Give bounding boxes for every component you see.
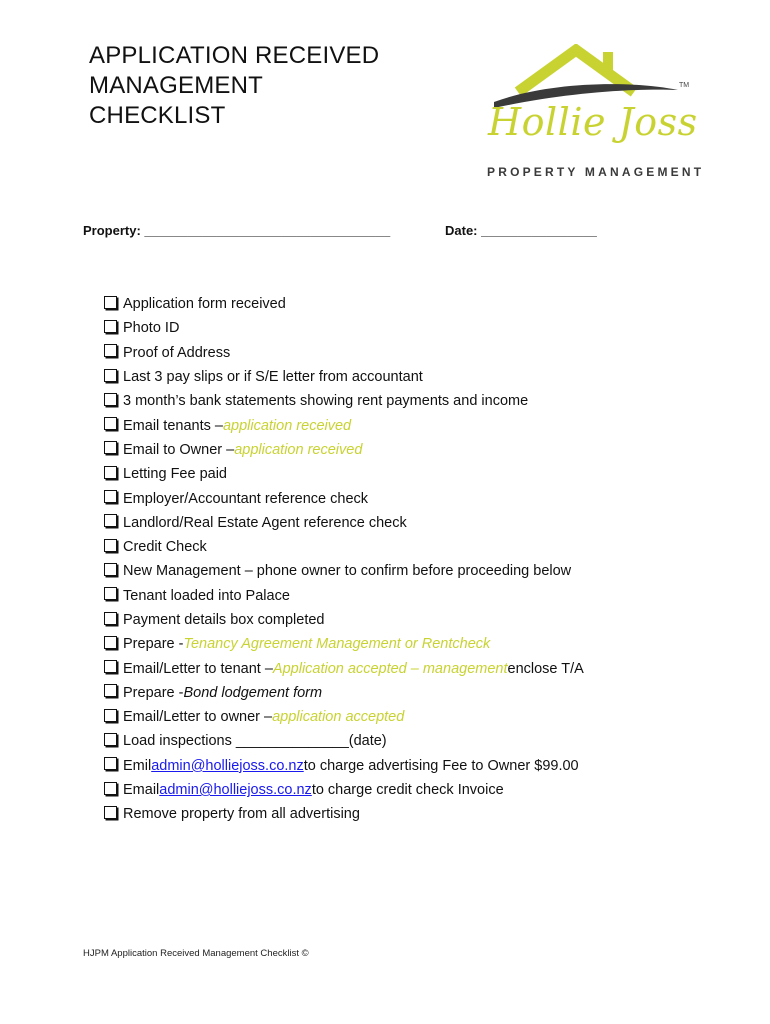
checklist-item — [104, 729, 584, 753]
checkbox[interactable] — [104, 782, 117, 795]
title-line-1: APPLICATION RECEIVED — [89, 42, 380, 69]
checklist-item — [104, 584, 584, 608]
trademark-mark: TM — [679, 82, 690, 89]
logo-wordmark: Hollie Joss — [488, 100, 698, 144]
checklist-item — [104, 341, 584, 365]
checklist-item — [104, 486, 584, 510]
checkbox[interactable] — [104, 369, 117, 382]
item-label: Email to Owner – — [123, 441, 235, 458]
checklist-item — [104, 316, 584, 340]
item-label: Landlord/Real Estate Agent reference check — [123, 514, 407, 531]
checkbox[interactable] — [104, 709, 117, 722]
checkbox[interactable] — [104, 344, 117, 357]
checkbox[interactable] — [104, 612, 117, 625]
item-label: Tenant loaded into Palace — [123, 587, 290, 604]
checkbox[interactable] — [104, 490, 117, 503]
checkbox[interactable] — [104, 393, 117, 406]
checkbox[interactable] — [104, 636, 117, 649]
checklist-item — [104, 535, 584, 559]
checkbox[interactable] — [104, 441, 117, 454]
email-link[interactable]: admin@holliejoss.co.nz — [159, 782, 312, 799]
item-italic: Bond lodgement form — [183, 684, 323, 701]
checklist-item — [104, 681, 584, 705]
item-label: Prepare - — [123, 636, 184, 653]
item-label: Letting Fee paid — [123, 466, 227, 483]
checklist — [104, 292, 584, 827]
item-highlight: Tenancy Agreement Management or Rentcheck — [183, 636, 491, 653]
checkbox[interactable] — [104, 296, 117, 309]
checkbox[interactable] — [104, 806, 117, 819]
checkbox[interactable] — [104, 539, 117, 552]
item-label-suffix: enclose T/A — [507, 660, 584, 677]
checklist-item — [104, 705, 584, 729]
checkbox[interactable] — [104, 757, 117, 770]
item-label-suffix: to charge advertising Fee to Owner $99.00 — [303, 757, 579, 774]
item-label: New Management – phone owner to confirm before proceeding below — [123, 563, 572, 580]
item-label: Photo ID — [123, 320, 180, 337]
checklist-item — [104, 559, 584, 583]
checkbox[interactable] — [104, 733, 117, 746]
checklist-item — [104, 365, 584, 389]
item-highlight: application received — [234, 441, 363, 458]
item-label: Payment details box completed — [123, 612, 325, 628]
item-label: Email/Letter to owner – — [123, 709, 273, 726]
date-field[interactable]: Date: ________________ — [445, 223, 597, 238]
item-label: Email — [123, 782, 160, 799]
checklist-item — [104, 511, 584, 535]
checklist-item — [104, 438, 584, 462]
checkbox[interactable] — [104, 587, 117, 600]
checkbox[interactable] — [104, 466, 117, 479]
property-field[interactable]: Property: __________________________________ — [83, 223, 391, 238]
checkbox[interactable] — [104, 417, 117, 430]
item-label: Credit Check — [123, 539, 207, 556]
checklist-item — [104, 754, 584, 778]
checklist-item — [104, 462, 584, 486]
item-label: Prepare - — [123, 684, 184, 701]
title-line-2: MANAGEMENT — [89, 72, 264, 99]
checklist-item — [104, 608, 584, 632]
item-highlight: application accepted — [272, 709, 405, 726]
item-label: Load inspections ______________(date) — [123, 733, 387, 750]
item-label: Last 3 pay slips or if S/E letter from accountant — [123, 369, 423, 386]
title-line-3: CHECKLIST — [89, 102, 226, 129]
item-highlight: application received — [222, 417, 352, 434]
item-label: Remove property from all advertising — [123, 806, 360, 823]
checkbox[interactable] — [104, 660, 117, 673]
checkbox[interactable] — [104, 563, 117, 576]
item-label-suffix: to charge credit check Invoice — [311, 782, 504, 799]
email-link[interactable]: admin@holliejoss.co.nz — [151, 757, 304, 774]
checkbox[interactable] — [104, 514, 117, 527]
checklist-item — [104, 413, 584, 437]
item-highlight: Application accepted – management — [272, 660, 508, 677]
checkbox[interactable] — [104, 684, 117, 697]
checklist-item — [104, 389, 584, 413]
page-title — [89, 41, 379, 131]
checklist-item — [104, 292, 584, 316]
checklist-item — [104, 802, 584, 826]
item-label: Email tenants – — [123, 417, 223, 434]
checklist-item — [104, 632, 584, 656]
checklist-item — [104, 656, 584, 680]
logo-subtitle: PROPERTY MANAGEMENT — [487, 165, 705, 179]
page-footer: HJPM Application Received Management Checklist © — [83, 948, 309, 959]
item-label: Proof of Address — [123, 344, 231, 361]
checkbox[interactable] — [104, 320, 117, 333]
checklist-item — [104, 778, 584, 802]
item-label: 3 month’s bank statements showing rent payments and income — [123, 393, 529, 410]
item-label: Email/Letter to tenant – — [123, 660, 273, 677]
item-label: Emil — [123, 757, 152, 774]
company-logo — [478, 44, 728, 184]
item-label: Application form received — [123, 296, 286, 313]
item-label: Employer/Accountant reference check — [123, 490, 369, 507]
